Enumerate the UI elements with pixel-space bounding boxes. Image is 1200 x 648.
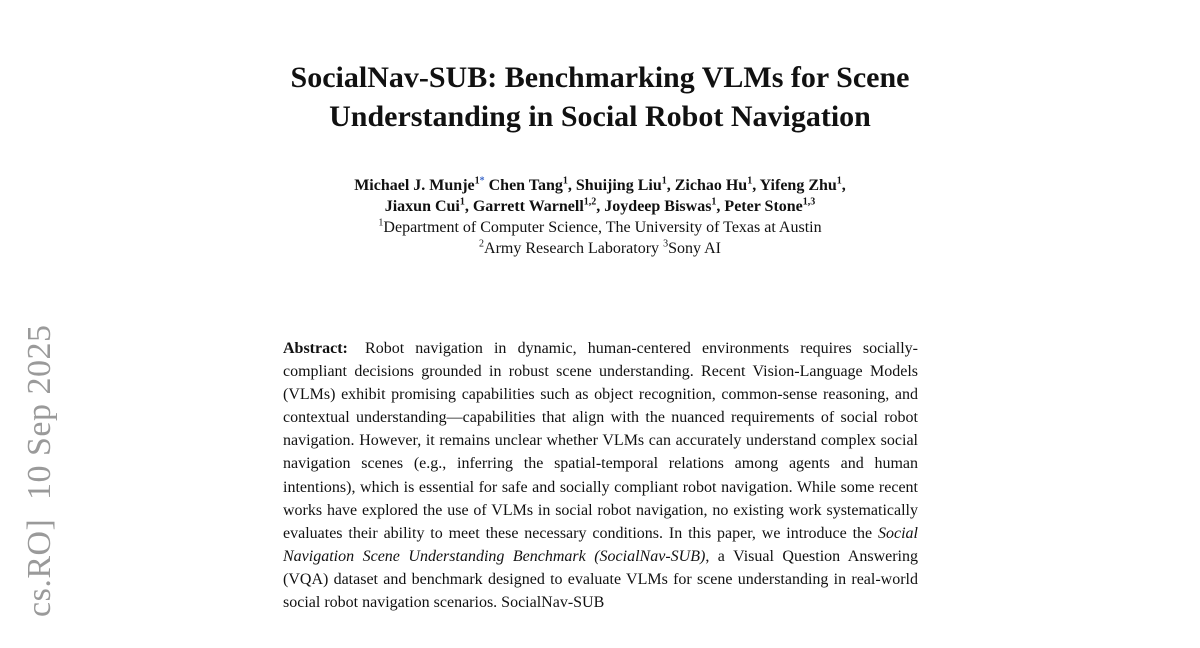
affiliation-line-2 [200,238,1000,259]
author-affiliation-sup: 1 [836,175,842,187]
author-name: Michael J. Munje [354,177,475,194]
paper-title [200,58,1000,136]
affiliation-text: Army Research Laboratory [484,240,660,257]
author-affiliation-sup: 1 [474,175,480,187]
author-affiliation-sup: 1 [661,175,667,187]
abstract-text: Robot navigation in dynamic, human-centered environments requires socially-compliant decisions grounded in robust scene understanding. Recent Vision-Language Models (VLMs) exhibit promising capabilities such as object recognition, common-sense reasoning, and contextual understanding—capabilities that align with the nuanced requirements of social robot navigation. However, it remains unclear whether VLMs can accurately understand complex social navigation scenes (e.g., inferring the spatial-temporal relations among agents and human intentions), which is essential for safe and socially compliant robot navigation. While some recent works have explored the use of VLMs in social robot navigation, no existing work systematically evaluates their ability to meet these necessary conditions. In this paper, we introduce the [283,340,919,542]
paper-title-line-1: SocialNav-SUB: Benchmarking VLMs for Scene [290,61,910,94]
author-affiliation-sup: 1,2 [583,196,597,208]
paper-title-line-2: Understanding in Social Robot Navigation [329,100,871,133]
author-block [200,175,1000,259]
author-name: Chen Tang [488,177,563,194]
author-affiliation-sup: 1,3 [802,196,816,208]
author-list: Michael J. Munje$^{1*}$ Chen Tang$^1$, Shuijing Liu$^1$, Zichao Hu$^1$, Yifeng Zhu$^1$, Jiaxun Cui$^1$, Garrett Warnell$^{1,2}$, Joydeep Biswas$^1$, Peter Stone$^{1,3}$ [354,175,846,215]
author-name: Joydeep Biswas [604,198,712,215]
author-name: Shuijing Liu [575,177,662,194]
abstract-text-continued: , a Visual Question Answering (VQA) dataset and benchmark designed to evaluate VLMs for scene understanding in real-world social robot navigation scenarios. SocialNav-SUB [283,547,918,612]
author-name: Zichao Hu [674,177,748,194]
author-name: Garrett Warnell [472,198,584,215]
affiliation-sup: 1 [378,217,384,229]
author-name: Yifeng Zhu [759,177,837,194]
author-affiliation-sup: 1 [459,196,465,208]
corresponding-author-star[interactable]: * [479,175,485,187]
abstract-label: Abstract: [283,340,348,357]
arxiv-side-stamp [20,325,60,648]
author-name: Peter Stone [724,198,803,215]
author-affiliation-sup: 1 [747,175,753,187]
affiliation-text: Sony AI [668,240,721,257]
abstract-benchmark-name: Social Navigation Scene Understanding Benchmark (SocialNav-SUB) [283,524,918,565]
author-affiliation-sup: 1 [562,175,568,187]
arxiv-date: 10 Sep 2025 [21,325,58,501]
affiliation-line-1 [200,217,1000,238]
affiliation-sup: 2 [479,238,485,250]
author-name: Jiaxun Cui [384,198,460,215]
affiliation-sup: 3 [663,238,669,250]
abstract [283,337,918,614]
author-affiliation-sup: 1 [711,196,717,208]
affiliation-text: Department of Computer Science, The University of Texas at Austin [383,219,822,236]
arxiv-category: cs.RO] [21,518,58,617]
